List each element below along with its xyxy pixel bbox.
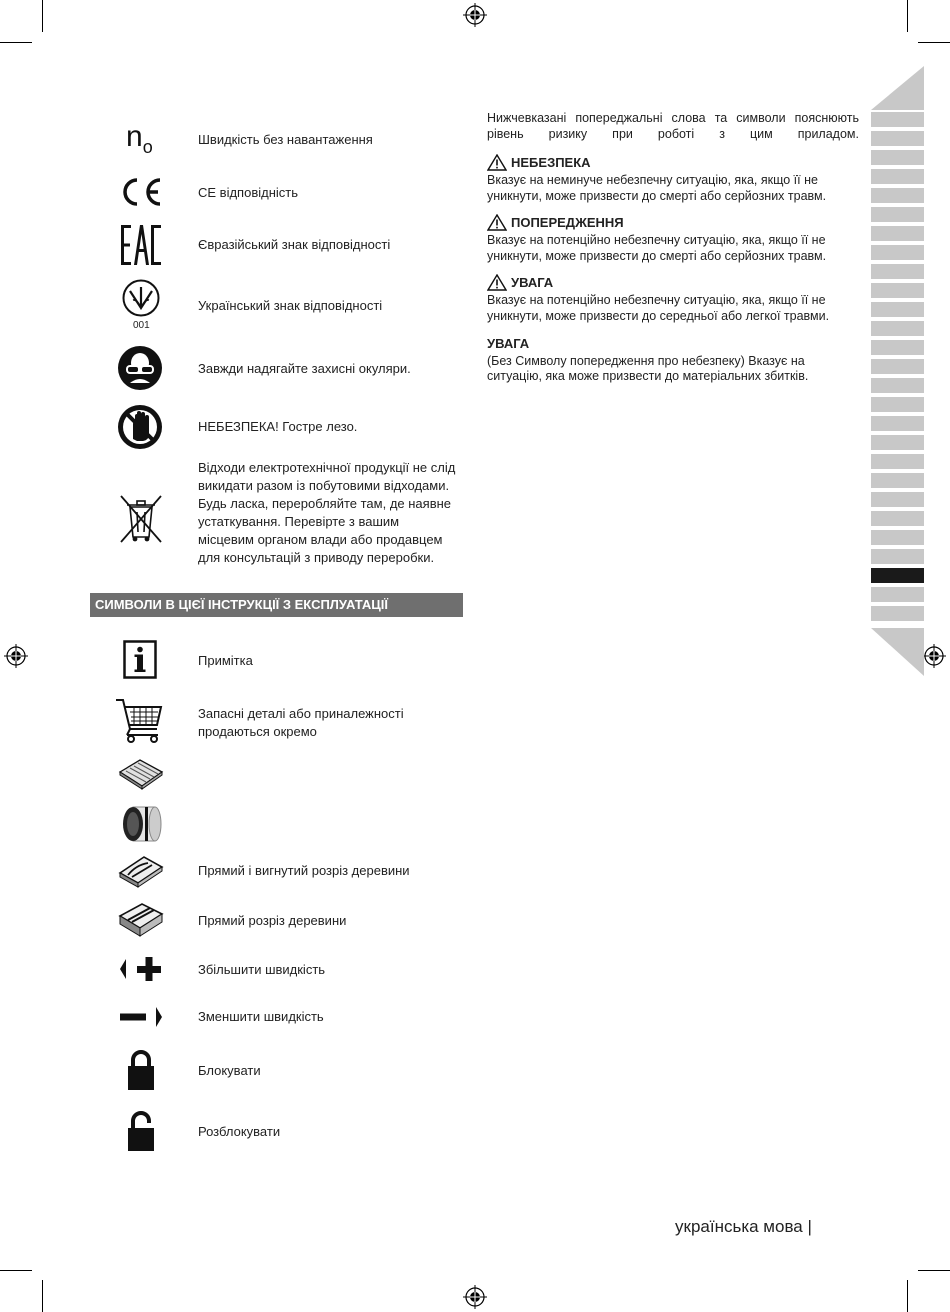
ua-conformity-mark-icon — [121, 278, 161, 318]
signal-title-notice — [487, 336, 859, 352]
symbol-label: CE відповідність — [198, 185, 298, 200]
language-tab — [871, 264, 924, 279]
crop-mark — [0, 42, 32, 43]
signal-title-danger — [487, 154, 859, 171]
symbol-label: Прямий і вигнутий розріз деревини — [198, 863, 410, 878]
language-tab — [871, 511, 924, 526]
language-tab — [871, 435, 924, 450]
crop-mark — [907, 1280, 908, 1312]
warning-triangle-icon — [487, 154, 507, 171]
speed-decrease-icon — [118, 1004, 164, 1030]
language-tab — [871, 188, 924, 203]
crop-mark — [0, 1270, 32, 1271]
wood-board-icon — [118, 758, 164, 790]
registration-mark-icon — [4, 644, 28, 668]
crop-mark — [42, 0, 43, 32]
symbol-label: Прямий розріз деревини — [198, 913, 347, 928]
language-tab — [871, 340, 924, 355]
language-tab — [871, 112, 924, 127]
signal-title-warning — [487, 214, 859, 231]
symbol-label: Євразійський знак відповідності — [198, 237, 391, 252]
no-load-speed-icon: $n_o$ — [126, 120, 153, 157]
registration-mark-icon — [463, 1285, 487, 1309]
language-tab — [871, 131, 924, 146]
signal-words-intro: Нижчевказані попереджальні слова та символи пояснюють рівень ризику при роботі з цим приладом. — [487, 111, 859, 141]
sharp-blade-icon — [117, 404, 163, 450]
warning-triangle-icon — [487, 274, 507, 291]
crop-mark — [907, 0, 908, 32]
symbol-label: НЕБЕЗПЕКА! Гостре лезо. — [198, 419, 358, 434]
footer-language: українська мова | — [675, 1217, 812, 1236]
pipe-icon — [119, 805, 163, 843]
symbol-label: Запасні деталі або приналежності продаються окремо — [198, 706, 404, 739]
language-tab — [871, 416, 924, 431]
curved-cut-icon — [118, 855, 164, 889]
signal-title-text: УВАГА — [487, 336, 530, 351]
signal-text: (Без Символу попередження про небезпеку) Вказує на ситуацію, яка може призвести до матеріальних збитків. — [487, 353, 809, 383]
symbol-label: Завжди надягайте захисні окуляри. — [198, 361, 411, 376]
lock-icon — [126, 1049, 156, 1091]
signal-title-text: УВАГА — [511, 274, 554, 290]
language-tab — [871, 492, 924, 507]
symbol-label: Відходи електротехнічної продукції не слід викидати разом із побутовими відходами. Будь ласка, переробляйте там, де наявне устаткування. Перевірте з вашим місцевим органом влади або продавцем для консультацій з приводу переробки. — [198, 460, 456, 565]
language-tab — [871, 302, 924, 317]
symbol-label: Блокувати — [198, 1063, 261, 1078]
language-tab — [871, 549, 924, 564]
eac-mark-icon — [120, 224, 162, 266]
language-tab — [871, 283, 924, 298]
straight-cut-icon — [118, 900, 164, 938]
section-title: СИМВОЛИ В ЦІЄЇ ІНСТРУКЦІЇ З ЕКСПЛУАТАЦІЇ — [90, 593, 463, 617]
warning-triangle-icon — [487, 214, 507, 231]
language-tab — [871, 150, 924, 165]
signal-title-text: НЕБЕЗПЕКА — [511, 154, 591, 170]
language-tab — [871, 321, 924, 336]
speed-increase-icon — [118, 956, 164, 982]
symbol-label: Розблокувати — [198, 1124, 281, 1139]
unlock-icon — [126, 1110, 156, 1152]
shopping-cart-icon — [114, 697, 164, 745]
symbol-label: Зменшити швидкість — [198, 1009, 324, 1024]
signal-words-section — [487, 111, 859, 385]
language-tab — [871, 606, 924, 621]
weee-bin-icon — [118, 493, 164, 545]
symbol-label: Примітка — [198, 653, 253, 668]
crop-mark — [918, 1270, 950, 1271]
language-tab — [871, 359, 924, 374]
signal-title-caution — [487, 274, 859, 291]
language-tab — [871, 226, 924, 241]
crop-mark — [918, 42, 950, 43]
language-tab — [871, 207, 924, 222]
signal-title-text: ПОПЕРЕДЖЕННЯ — [511, 214, 624, 230]
symbol-label: Швидкість без навантаження — [198, 132, 373, 147]
language-tab — [871, 454, 924, 469]
language-tab-active — [871, 568, 924, 583]
symbol-label: Український знак відповідності — [198, 298, 383, 313]
signal-text: Вказує на потенційно небезпечну ситуацію, яка, якщо її не уникнути, може призвести до смерті або серйозних травм. — [487, 233, 827, 263]
note-info-icon — [123, 640, 157, 679]
signal-text: Вказує на потенційно небезпечну ситуацію, яка, якщо її не уникнути, може призвести до середньої або легкої травми. — [487, 293, 830, 323]
language-tab — [871, 397, 924, 412]
language-tab — [871, 587, 924, 602]
language-tab — [871, 378, 924, 393]
ce-mark-icon — [118, 177, 164, 207]
ua-mark-number: 001 — [133, 320, 150, 331]
registration-mark-icon — [463, 3, 487, 27]
language-tab — [871, 473, 924, 488]
crop-mark — [42, 1280, 43, 1312]
signal-text: Вказує на неминуче небезпечну ситуацію, яка, якщо її не уникнути, може призвести до смерті або серйозних травм. — [487, 173, 827, 203]
registration-mark-icon — [922, 644, 946, 668]
language-tab — [871, 245, 924, 260]
language-tab — [871, 530, 924, 545]
safety-goggles-icon — [117, 345, 163, 391]
symbol-label: Збільшити швидкість — [198, 962, 326, 977]
language-tab — [871, 169, 924, 184]
